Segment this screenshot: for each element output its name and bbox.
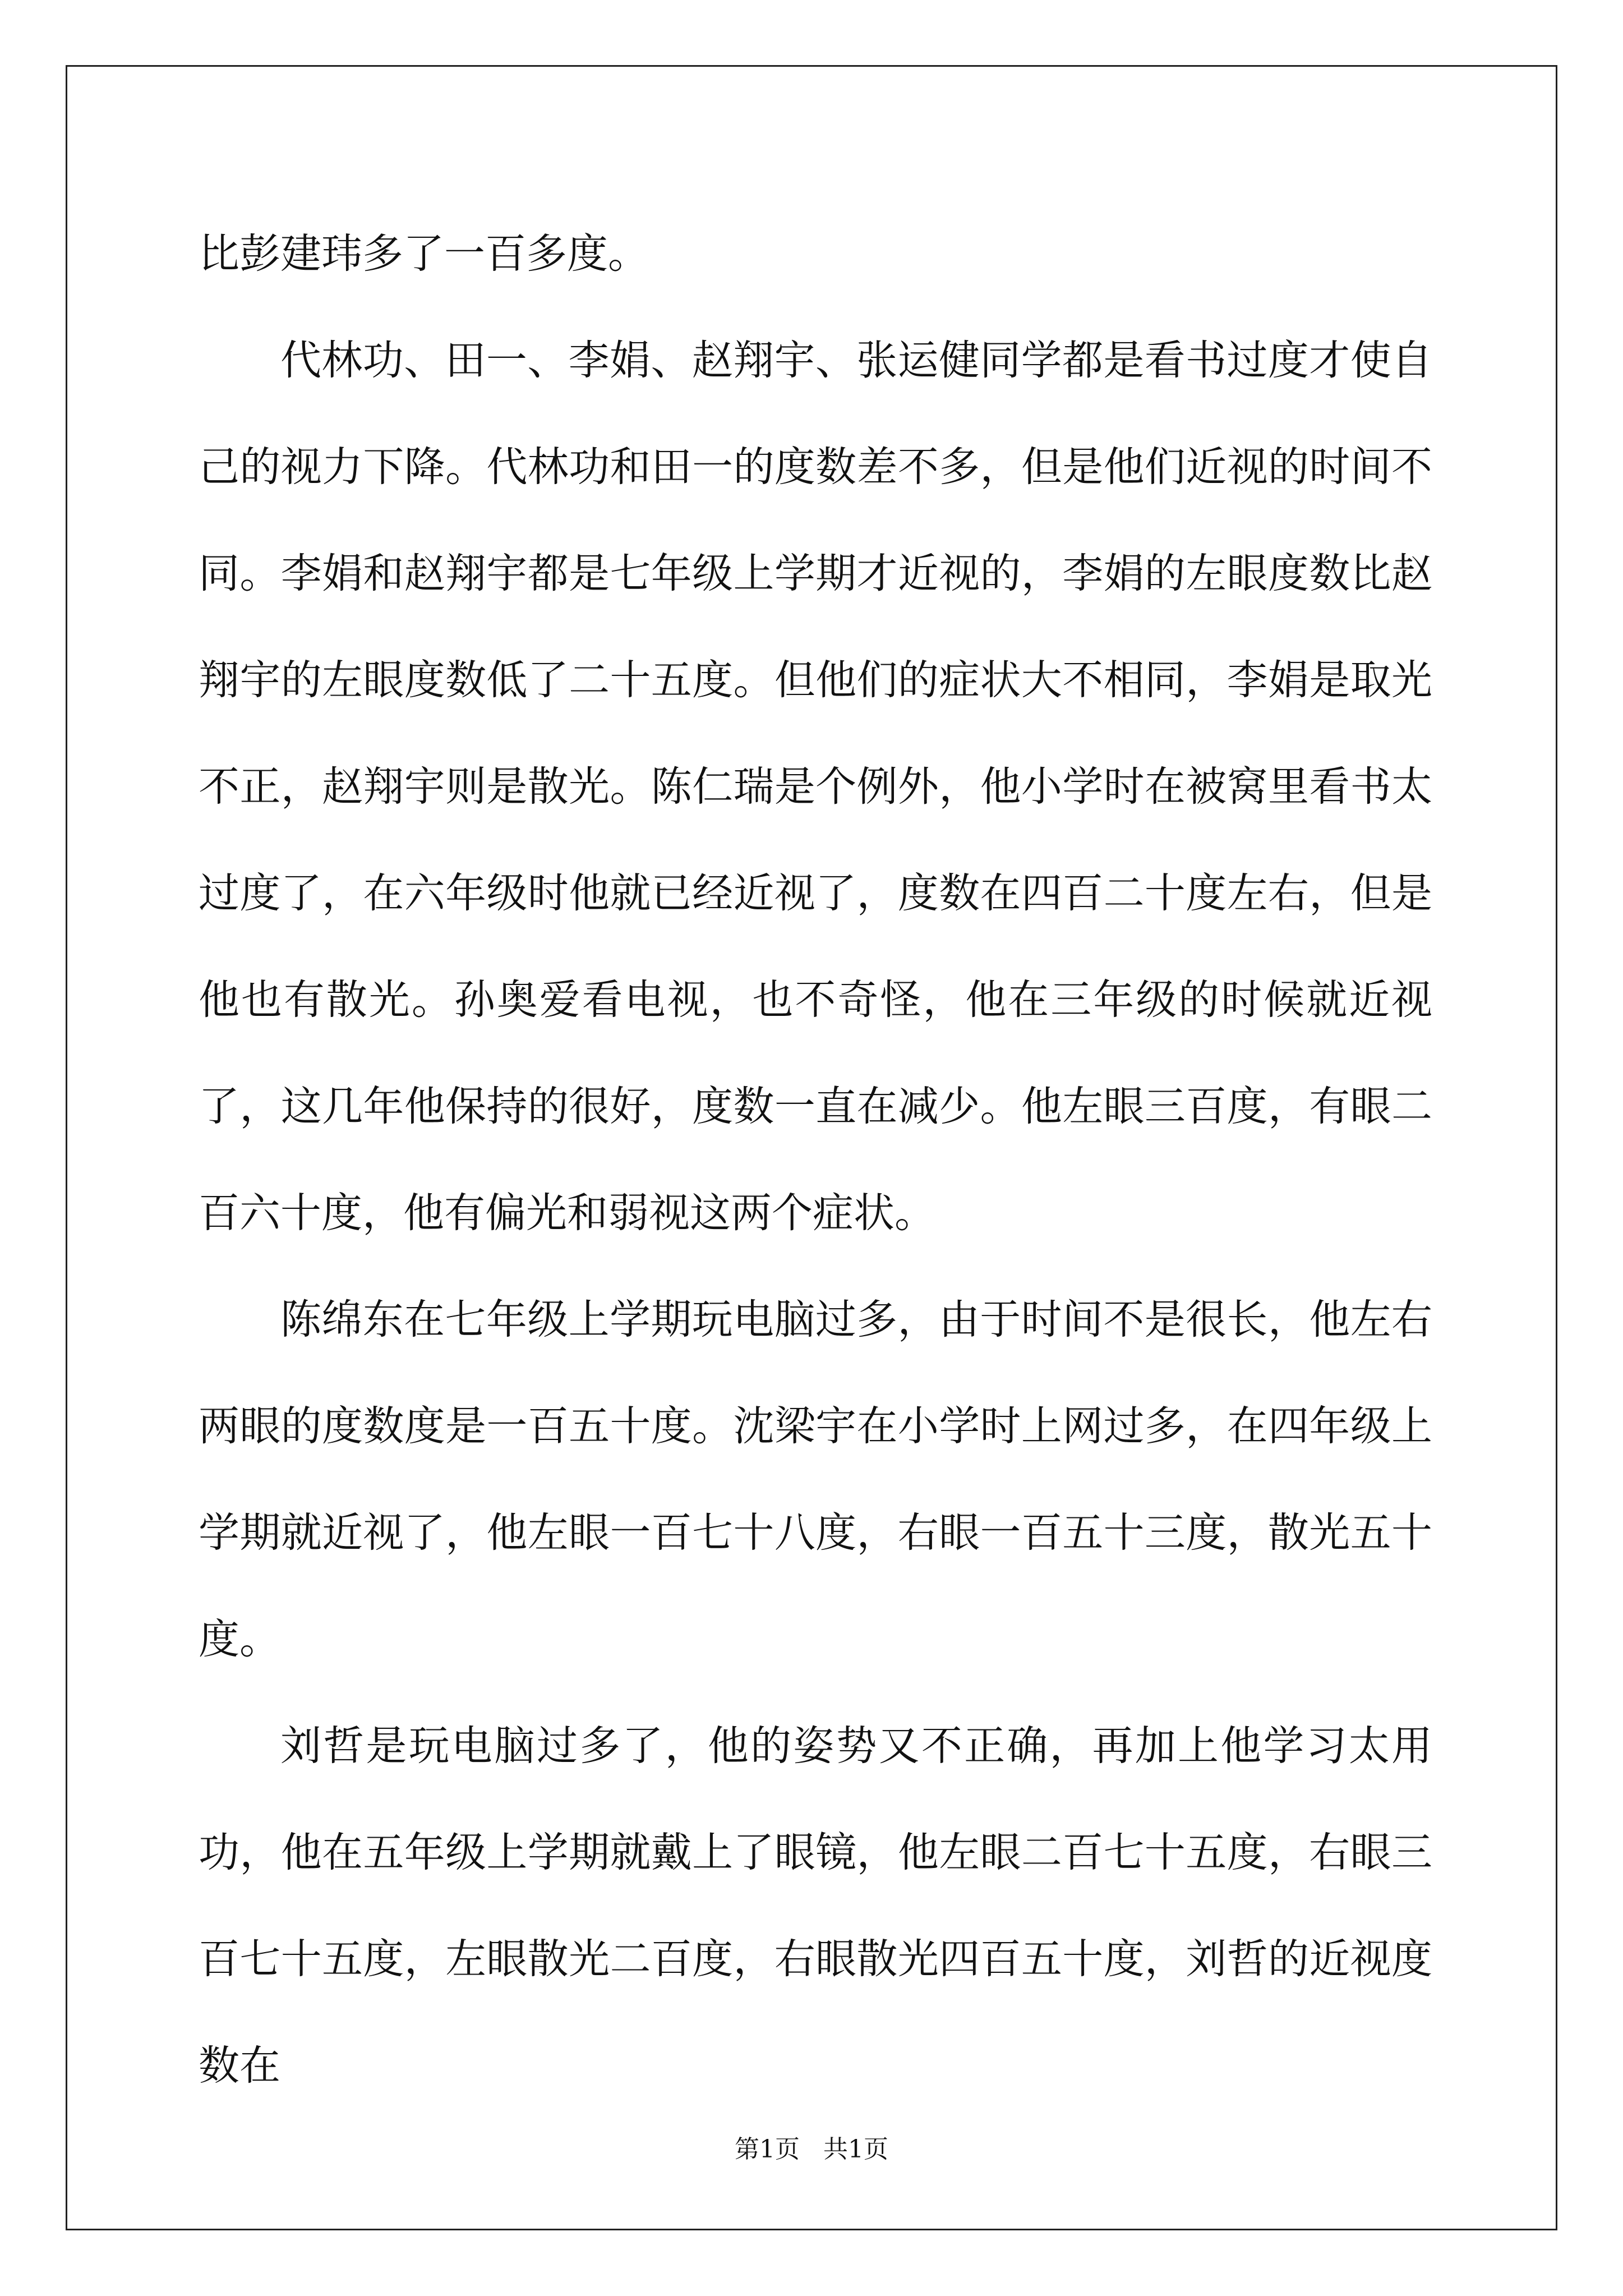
page-number-footer: 第1页 共1页 xyxy=(735,2135,888,2164)
paragraph-1: 比彭建玮多了一百多度。 xyxy=(199,230,649,278)
paragraph-4: 刘哲是玩电脑过多了，他的姿势又不正确，再加上他学习太用功，他在五年级上学期就戴上了眼镜，他左眼二百七十五度，右眼三百七十五度，左眼散光二百度，右眼散光四百五十度，刘哲的近视度数在 xyxy=(199,1722,1432,2090)
paragraph-3: 陈绵东在七年级上学期玩电脑过多，由于时间不是很长，他左右两眼的度数度是一百五十度。沈梁宇在小学时上网过多，在四年级上学期就近视了，他左眼一百七十八度，右眼一百五十三度，散光五十度。 xyxy=(199,1296,1432,1663)
document-body xyxy=(199,201,1432,2119)
paragraph-2: 代林功、田一、李娟、赵翔宇、张运健同学都是看书过度才使自己的视力下降。代林功和田一的度数差不多，但是他们近视的时间不同。李娟和赵翔宇都是七年级上学期才近视的，李娟的左眼度数比赵翔宇的左眼度数低了二十五度。但他们的症状大不相同，李娟是取光不正，赵翔宇则是散光。陈仁瑞是个例外，他小学时在被窝里看书太过度了，在六年级时他就已经近视了，度数在四百二十度左右，但是他也有散光。孙奥爱看电视，也不奇怪，他在三年级的时候就近视了，这几年他保持的很好，度数一直在减少。他左眼三百度，有眼二百六十度，他有偏光和弱视这两个症状。 xyxy=(199,337,1432,1237)
